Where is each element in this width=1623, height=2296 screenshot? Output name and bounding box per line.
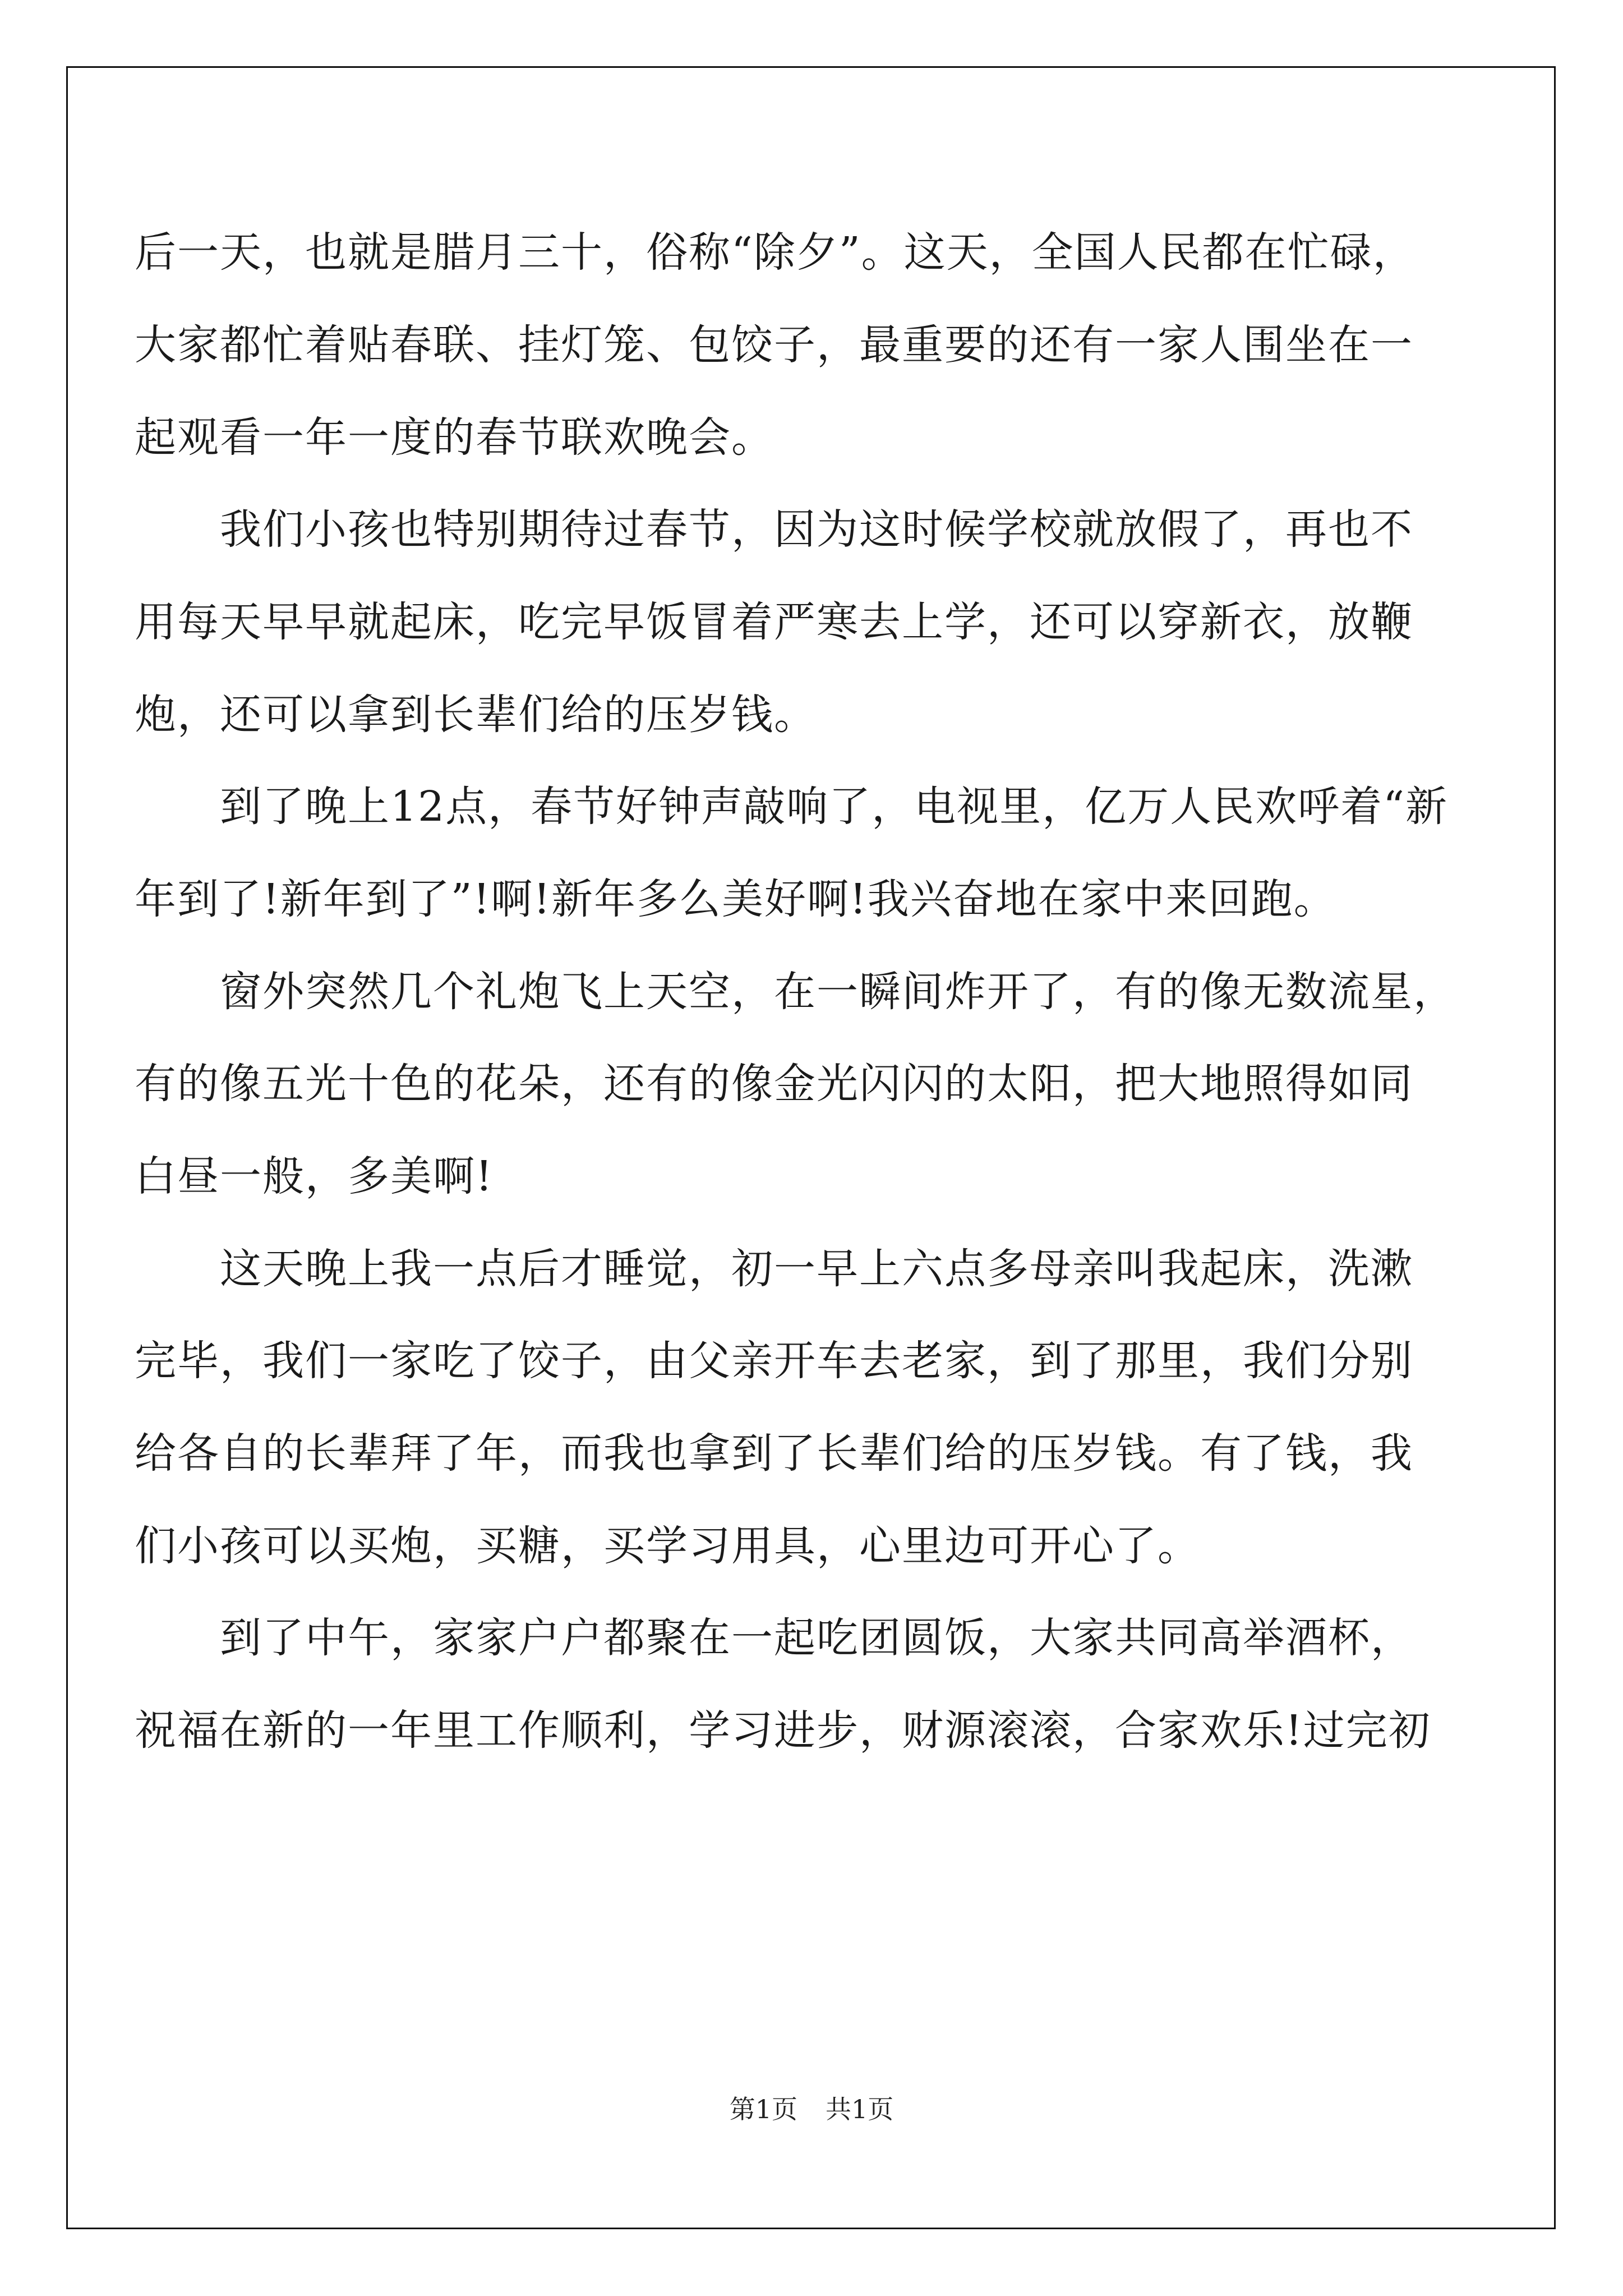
page-total: 共1页	[826, 2094, 894, 2124]
text-line: 到了晚上12点，春节好钟声敲响了，电视里，亿万人民欢呼着“新	[135, 783, 1448, 831]
text-line: 白昼一般，多美啊!	[135, 1152, 494, 1200]
text-line: 完毕，我们一家吃了饺子，由父亲开车去老家，到了那里，我们分别	[135, 1337, 1413, 1385]
text-line: 给各自的长辈拜了年，而我也拿到了长辈们给的压岁钱。有了钱，我	[135, 1429, 1413, 1478]
text-line: 大家都忙着贴春联、挂灯笼、包饺子，最重要的还有一家人围坐在一	[135, 321, 1413, 369]
text-line: 年到了!新年到了”!啊!新年多么美好啊!我兴奋地在家中来回跑。	[135, 875, 1336, 923]
page-footer	[0, 2092, 1623, 2126]
text-line: 们小孩可以买炮，买糖，买学习用具，心里边可开心了。	[135, 1522, 1200, 1570]
text-line: 到了中午，家家户户都聚在一起吃团圆饭，大家共同高举酒杯，	[135, 1614, 1413, 1662]
page-number: 第1页	[729, 2094, 797, 2124]
text-line: 祝福在新的一年里工作顺利，学习进步，财源滚滚，合家欢乐!过完初	[135, 1706, 1431, 1755]
text-line: 这天晚上我一点后才睡觉，初一早上六点多母亲叫我起床，洗漱	[135, 1245, 1413, 1293]
text-line: 炮，还可以拿到长辈们给的压岁钱。	[135, 691, 817, 739]
page-border	[66, 66, 1556, 2229]
text-line: 有的像五光十色的花朵，还有的像金光闪闪的太阳，把大地照得如同	[135, 1060, 1413, 1108]
text-line: 窗外突然几个礼炮飞上天空，在一瞬间炸开了，有的像无数流星，	[135, 968, 1456, 1016]
text-line: 用每天早早就起床，吃完早饭冒着严寒去上学，还可以穿新衣，放鞭	[135, 598, 1413, 646]
text-line: 后一天，也就是腊月三十，俗称“除夕”。这天，全国人民都在忙碌，	[135, 228, 1415, 277]
text-line: 我们小孩也特别期待过春节，因为这时候学校就放假了，再也不	[135, 505, 1413, 554]
text-line: 起观看一年一度的春节联欢晚会。	[135, 413, 774, 462]
